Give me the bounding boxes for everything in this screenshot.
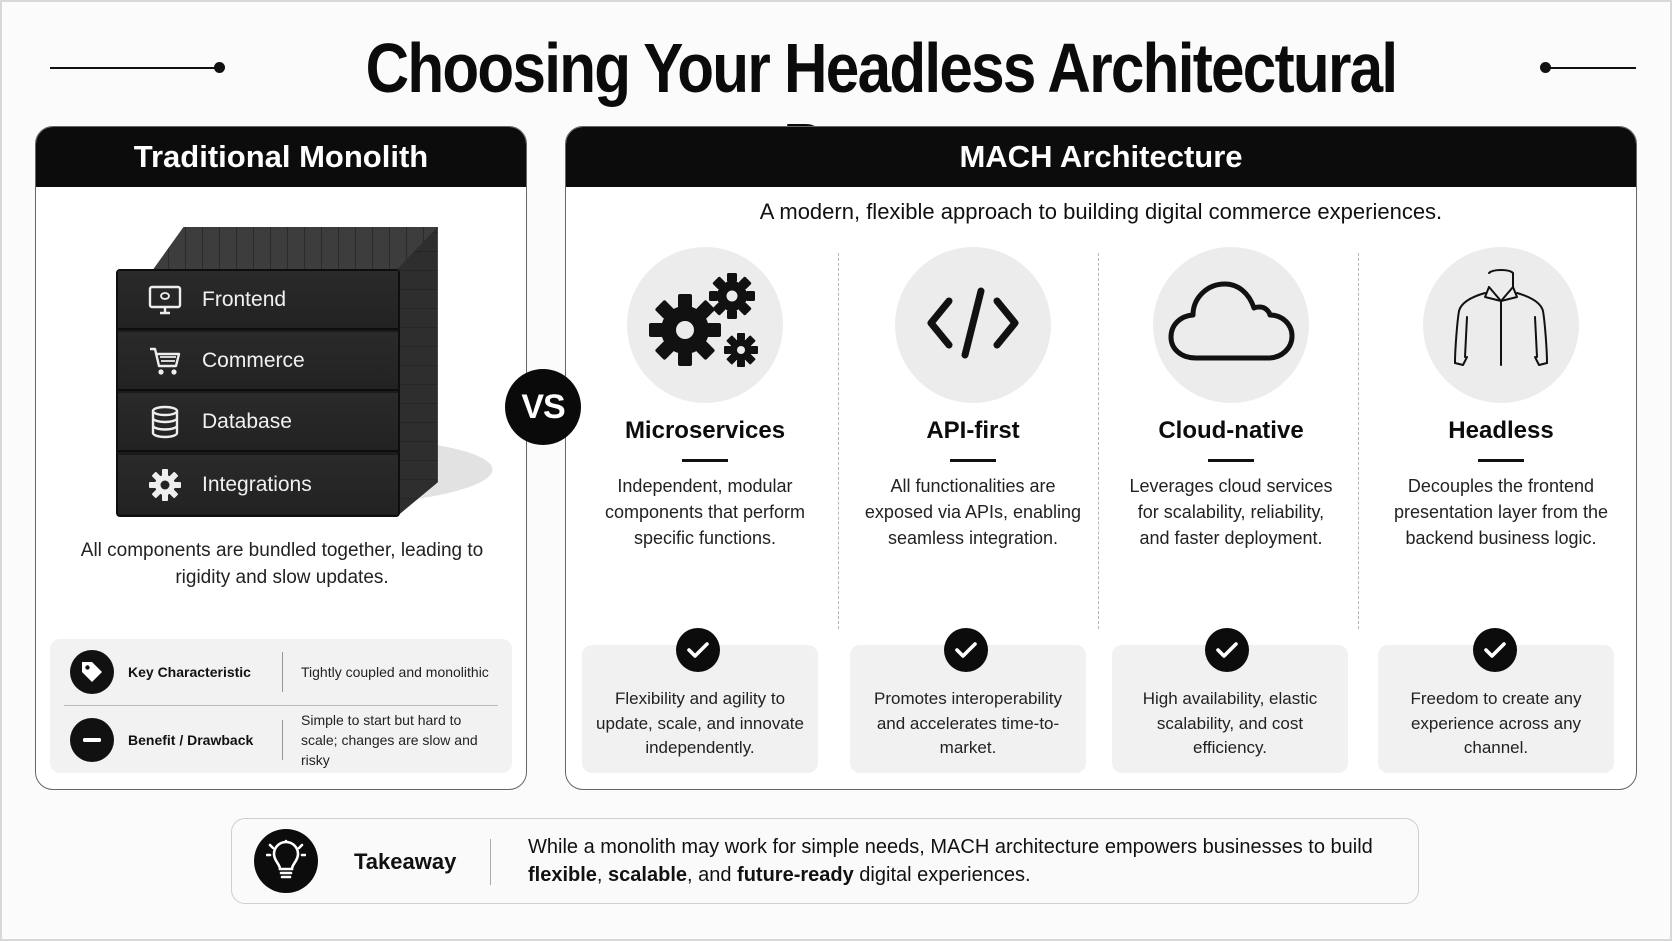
cube-front <box>116 269 400 517</box>
vs-badge: VS <box>505 369 581 445</box>
pillar-cloud-native <box>1100 237 1362 597</box>
check-icon <box>1205 628 1249 672</box>
gears-icon <box>645 268 765 383</box>
title-rule-left <box>50 67 222 69</box>
pillar-headless <box>1370 237 1632 597</box>
mach-subtitle: A modern, flexible approach to building digital commerce experiences. <box>759 199 1443 224</box>
check-icon <box>1473 628 1517 672</box>
characteristic-row <box>50 707 512 773</box>
takeaway-separator <box>490 839 491 885</box>
takeaway-text-part: , <box>596 864 609 886</box>
title-rule-right <box>1546 67 1636 69</box>
pillar-api-first <box>842 237 1104 597</box>
pillar-underline <box>682 459 728 462</box>
pillar-title: Headless <box>1448 417 1554 444</box>
benefit-text: High availability, elastic scalability, and cost efficiency. <box>1142 689 1318 757</box>
layer-label: Commerce <box>202 348 305 372</box>
layer-database <box>118 393 398 452</box>
monolith-characteristics <box>50 639 512 773</box>
characteristic-divider <box>64 705 498 706</box>
pillar-icon-circle <box>1153 247 1309 403</box>
benefit-text: Freedom to create any experience across any channel. <box>1410 689 1582 757</box>
benefit-text: Promotes interoperability and accelerates time-to-market. <box>873 689 1063 757</box>
layer-label: Integrations <box>202 472 312 496</box>
layer-commerce <box>118 332 398 391</box>
takeaway-bold: scalable <box>608 864 687 886</box>
benefit-text: Flexibility and agility to update, scale, and innovate independently. <box>596 689 804 757</box>
check-icon <box>676 628 720 672</box>
pillar-description: Independent, modular components that perform specific functions. <box>604 476 806 548</box>
title-row <box>0 22 1672 112</box>
code-icon <box>925 283 1021 368</box>
characteristic-separator <box>282 720 283 760</box>
monolith-heading: Traditional Monolith <box>36 127 526 187</box>
lightbulb-icon <box>254 829 318 893</box>
takeaway-bold: flexible <box>528 864 597 886</box>
page-title: Choosing Your Headless Architectural <box>365 29 1397 107</box>
monolith-description: All components are bundled together, leading to rigidity and slow updates. <box>80 540 484 588</box>
gear-icon <box>148 468 182 502</box>
pillar-underline <box>1478 459 1524 462</box>
takeaway-text-part: digital experiences. <box>853 864 1031 886</box>
pillar-description: Leverages cloud services for scalability, reliability, and faster deployment. <box>1129 476 1333 548</box>
pillar-description: All functionalities are exposed via APIs, enabling seamless integration. <box>864 476 1082 548</box>
pillar-microservices <box>574 237 836 597</box>
takeaway-text <box>528 833 1388 889</box>
pillar-underline <box>950 459 996 462</box>
pillar-icon-circle <box>1423 247 1579 403</box>
cube-top <box>152 227 438 271</box>
cart-icon <box>148 344 182 378</box>
pillar-title: Cloud-native <box>1158 417 1304 444</box>
layer-frontend <box>118 271 398 330</box>
pillar-title: API-first <box>926 417 1020 444</box>
tag-icon <box>70 650 114 694</box>
characteristic-key: Key Characteristic <box>128 664 251 680</box>
minus-icon <box>70 718 114 762</box>
takeaway-text-part: , and <box>687 864 738 886</box>
characteristic-value: Tightly coupled and monolithic <box>301 664 489 680</box>
monitor-icon <box>148 283 182 317</box>
takeaway-box <box>231 818 1419 904</box>
pillar-title: Microservices <box>624 417 786 444</box>
layer-label: Frontend <box>202 287 287 311</box>
monolith-cube <box>116 227 446 527</box>
mach-panel <box>565 126 1637 790</box>
layer-integrations <box>118 455 398 514</box>
layer-label: Database <box>202 409 292 433</box>
characteristic-row <box>50 639 512 705</box>
cloud-icon <box>1166 278 1296 373</box>
pillar-description: Decouples the frontend presentation layer from the backend business logic. <box>1393 476 1609 548</box>
characteristic-value: Simple to start but hard to scale; changes are slow and risky <box>301 712 478 768</box>
monolith-panel <box>35 126 527 790</box>
characteristic-separator <box>282 652 283 692</box>
title-dot-left <box>214 62 225 73</box>
pillar-divider <box>838 253 839 629</box>
takeaway-bold: future-ready <box>737 864 854 886</box>
takeaway-label: Takeaway <box>354 849 457 874</box>
pillar-icon-circle <box>627 247 783 403</box>
takeaway-text-part: While a monolith may work for simple needs, MACH architecture empowers businesses to build <box>528 836 1373 858</box>
mach-heading: MACH Architecture <box>566 127 1636 187</box>
characteristic-key: Benefit / Drawback <box>128 732 254 748</box>
pillar-icon-circle <box>895 247 1051 403</box>
pillar-underline <box>1208 459 1254 462</box>
headless-shirt-icon <box>1441 263 1561 388</box>
database-icon <box>148 405 182 439</box>
check-icon <box>944 628 988 672</box>
